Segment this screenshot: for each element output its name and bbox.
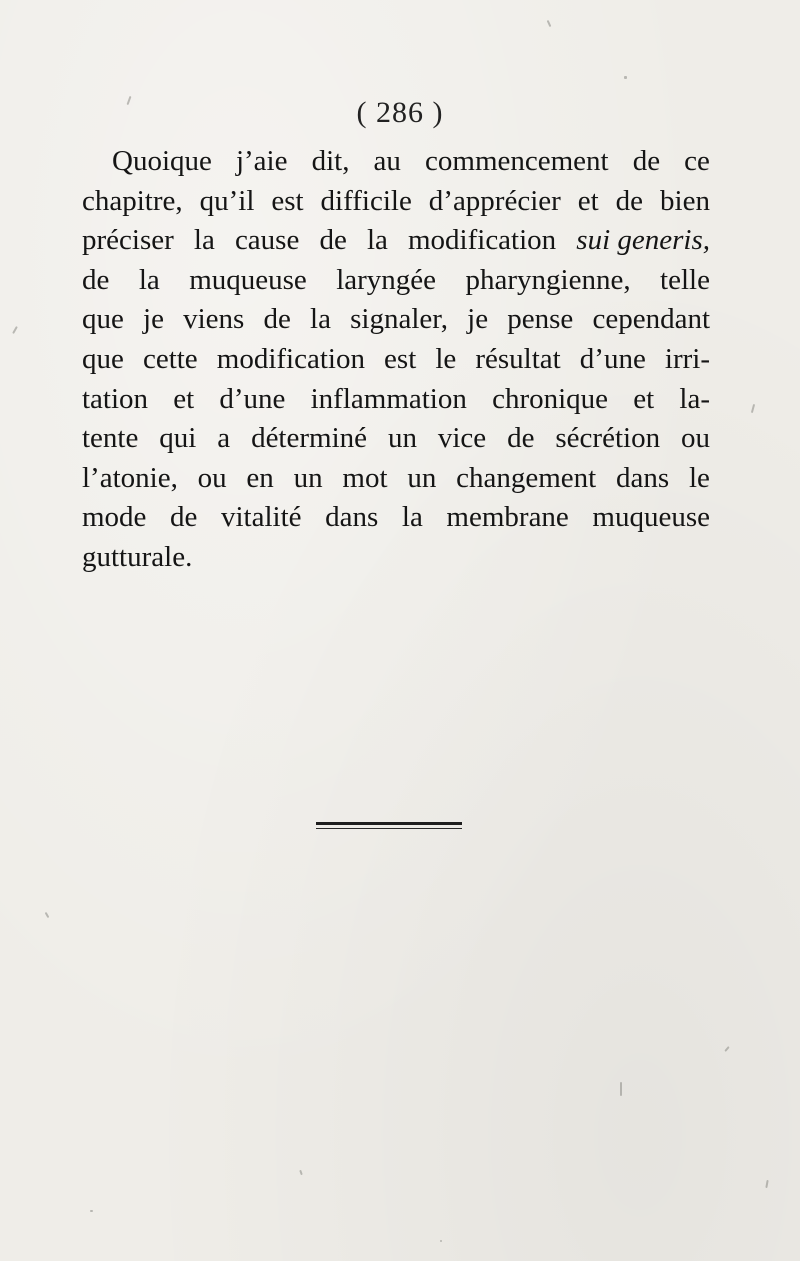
word: chapitre, (82, 184, 183, 217)
word: pense (507, 303, 574, 336)
word: viens (183, 303, 245, 336)
word: muqueuse (592, 501, 710, 534)
section-divider-rule (316, 822, 462, 830)
text-line (82, 261, 710, 301)
word: ou (197, 461, 227, 494)
text-line (82, 300, 710, 340)
word: mode (82, 501, 147, 534)
word: vitalité (221, 501, 302, 534)
word: que (82, 342, 124, 375)
paper-speck (12, 326, 18, 334)
word: commencement (425, 145, 609, 177)
word: membrane (446, 501, 569, 534)
word: de (263, 303, 291, 336)
word: de (632, 145, 661, 177)
word: signaler, (350, 303, 449, 336)
word: de (170, 501, 198, 534)
paper-speck (440, 1240, 442, 1242)
word: en (246, 461, 274, 494)
word: le (688, 461, 710, 494)
word: la- (679, 382, 710, 415)
word: je (467, 303, 489, 336)
paper-speck (620, 1082, 622, 1096)
word: pharyngienne, (465, 263, 631, 296)
word: muqueuse (189, 263, 307, 296)
word: de (319, 224, 347, 257)
word: ou (680, 422, 710, 455)
word: et (173, 382, 195, 415)
paper-speck (724, 1046, 729, 1052)
word: irri- (664, 342, 710, 375)
paper-speck (299, 1170, 303, 1175)
word: tente (82, 422, 139, 455)
word: je (143, 303, 164, 336)
paper-speck (45, 912, 50, 918)
word: gutturale. (82, 540, 193, 573)
word: un (293, 461, 323, 494)
text-line (82, 221, 710, 261)
paper-speck (624, 76, 627, 79)
word: laryngée (336, 263, 437, 296)
word: modification (407, 224, 557, 257)
word: de (82, 263, 110, 296)
word: inflammation (310, 382, 467, 415)
word: tation (82, 382, 149, 415)
word: dans (325, 501, 379, 534)
word: la (310, 303, 331, 336)
word: qu’il (199, 184, 255, 217)
word: le (435, 342, 457, 375)
word: au (373, 145, 401, 177)
paper-speck (547, 20, 552, 27)
word: ce (684, 145, 710, 177)
divider-thick-line (316, 822, 462, 825)
word: d’apprécier (428, 184, 561, 217)
word: de (615, 184, 644, 217)
word: a (217, 422, 231, 455)
divider-thin-line (316, 828, 462, 829)
word: bien (660, 184, 710, 217)
word: un (387, 422, 417, 455)
word: dans (616, 461, 670, 494)
word: et (633, 382, 655, 415)
word: est (271, 184, 304, 217)
word: sécrétion (555, 422, 661, 455)
text-line (82, 340, 710, 380)
word: la (401, 501, 423, 534)
word: cause (234, 224, 300, 257)
text-line (82, 538, 710, 578)
word: d’une (579, 342, 646, 375)
word: cette (142, 342, 198, 375)
paper-speck (765, 1180, 768, 1188)
word: cependant (592, 303, 710, 336)
word: résultat (475, 342, 561, 375)
word: qui (159, 422, 197, 455)
body-paragraph (82, 142, 710, 578)
text-line (82, 498, 710, 538)
text-line (82, 419, 710, 459)
word: de (507, 422, 535, 455)
word: telle (660, 263, 710, 296)
word: la (366, 224, 388, 257)
text-line (82, 459, 710, 499)
text-line (82, 142, 710, 182)
paper-speck (90, 1210, 93, 1212)
word: Quoique (112, 145, 212, 177)
word: chronique (492, 382, 609, 415)
word: la (138, 263, 160, 296)
word: j’aie (235, 145, 288, 177)
word: préciser (82, 224, 174, 257)
word: changement (456, 461, 597, 494)
word: dit, (311, 145, 350, 177)
word: vice (437, 422, 487, 455)
word: difficile (320, 184, 412, 217)
word: que (82, 303, 124, 336)
word: et (577, 184, 599, 217)
word: mot (342, 461, 388, 494)
word: est (384, 342, 417, 375)
text-line (82, 182, 710, 222)
text-line (82, 380, 710, 420)
paper-speck (751, 404, 755, 413)
word: l’atonie, (82, 461, 178, 494)
word: un (407, 461, 437, 494)
page-number: ( 286 ) (356, 96, 444, 129)
italic-phrase: sui generis, (576, 224, 710, 257)
word: modification (216, 342, 365, 375)
word: la (193, 224, 215, 257)
word: déterminé (251, 422, 368, 455)
word: d’une (219, 382, 286, 415)
